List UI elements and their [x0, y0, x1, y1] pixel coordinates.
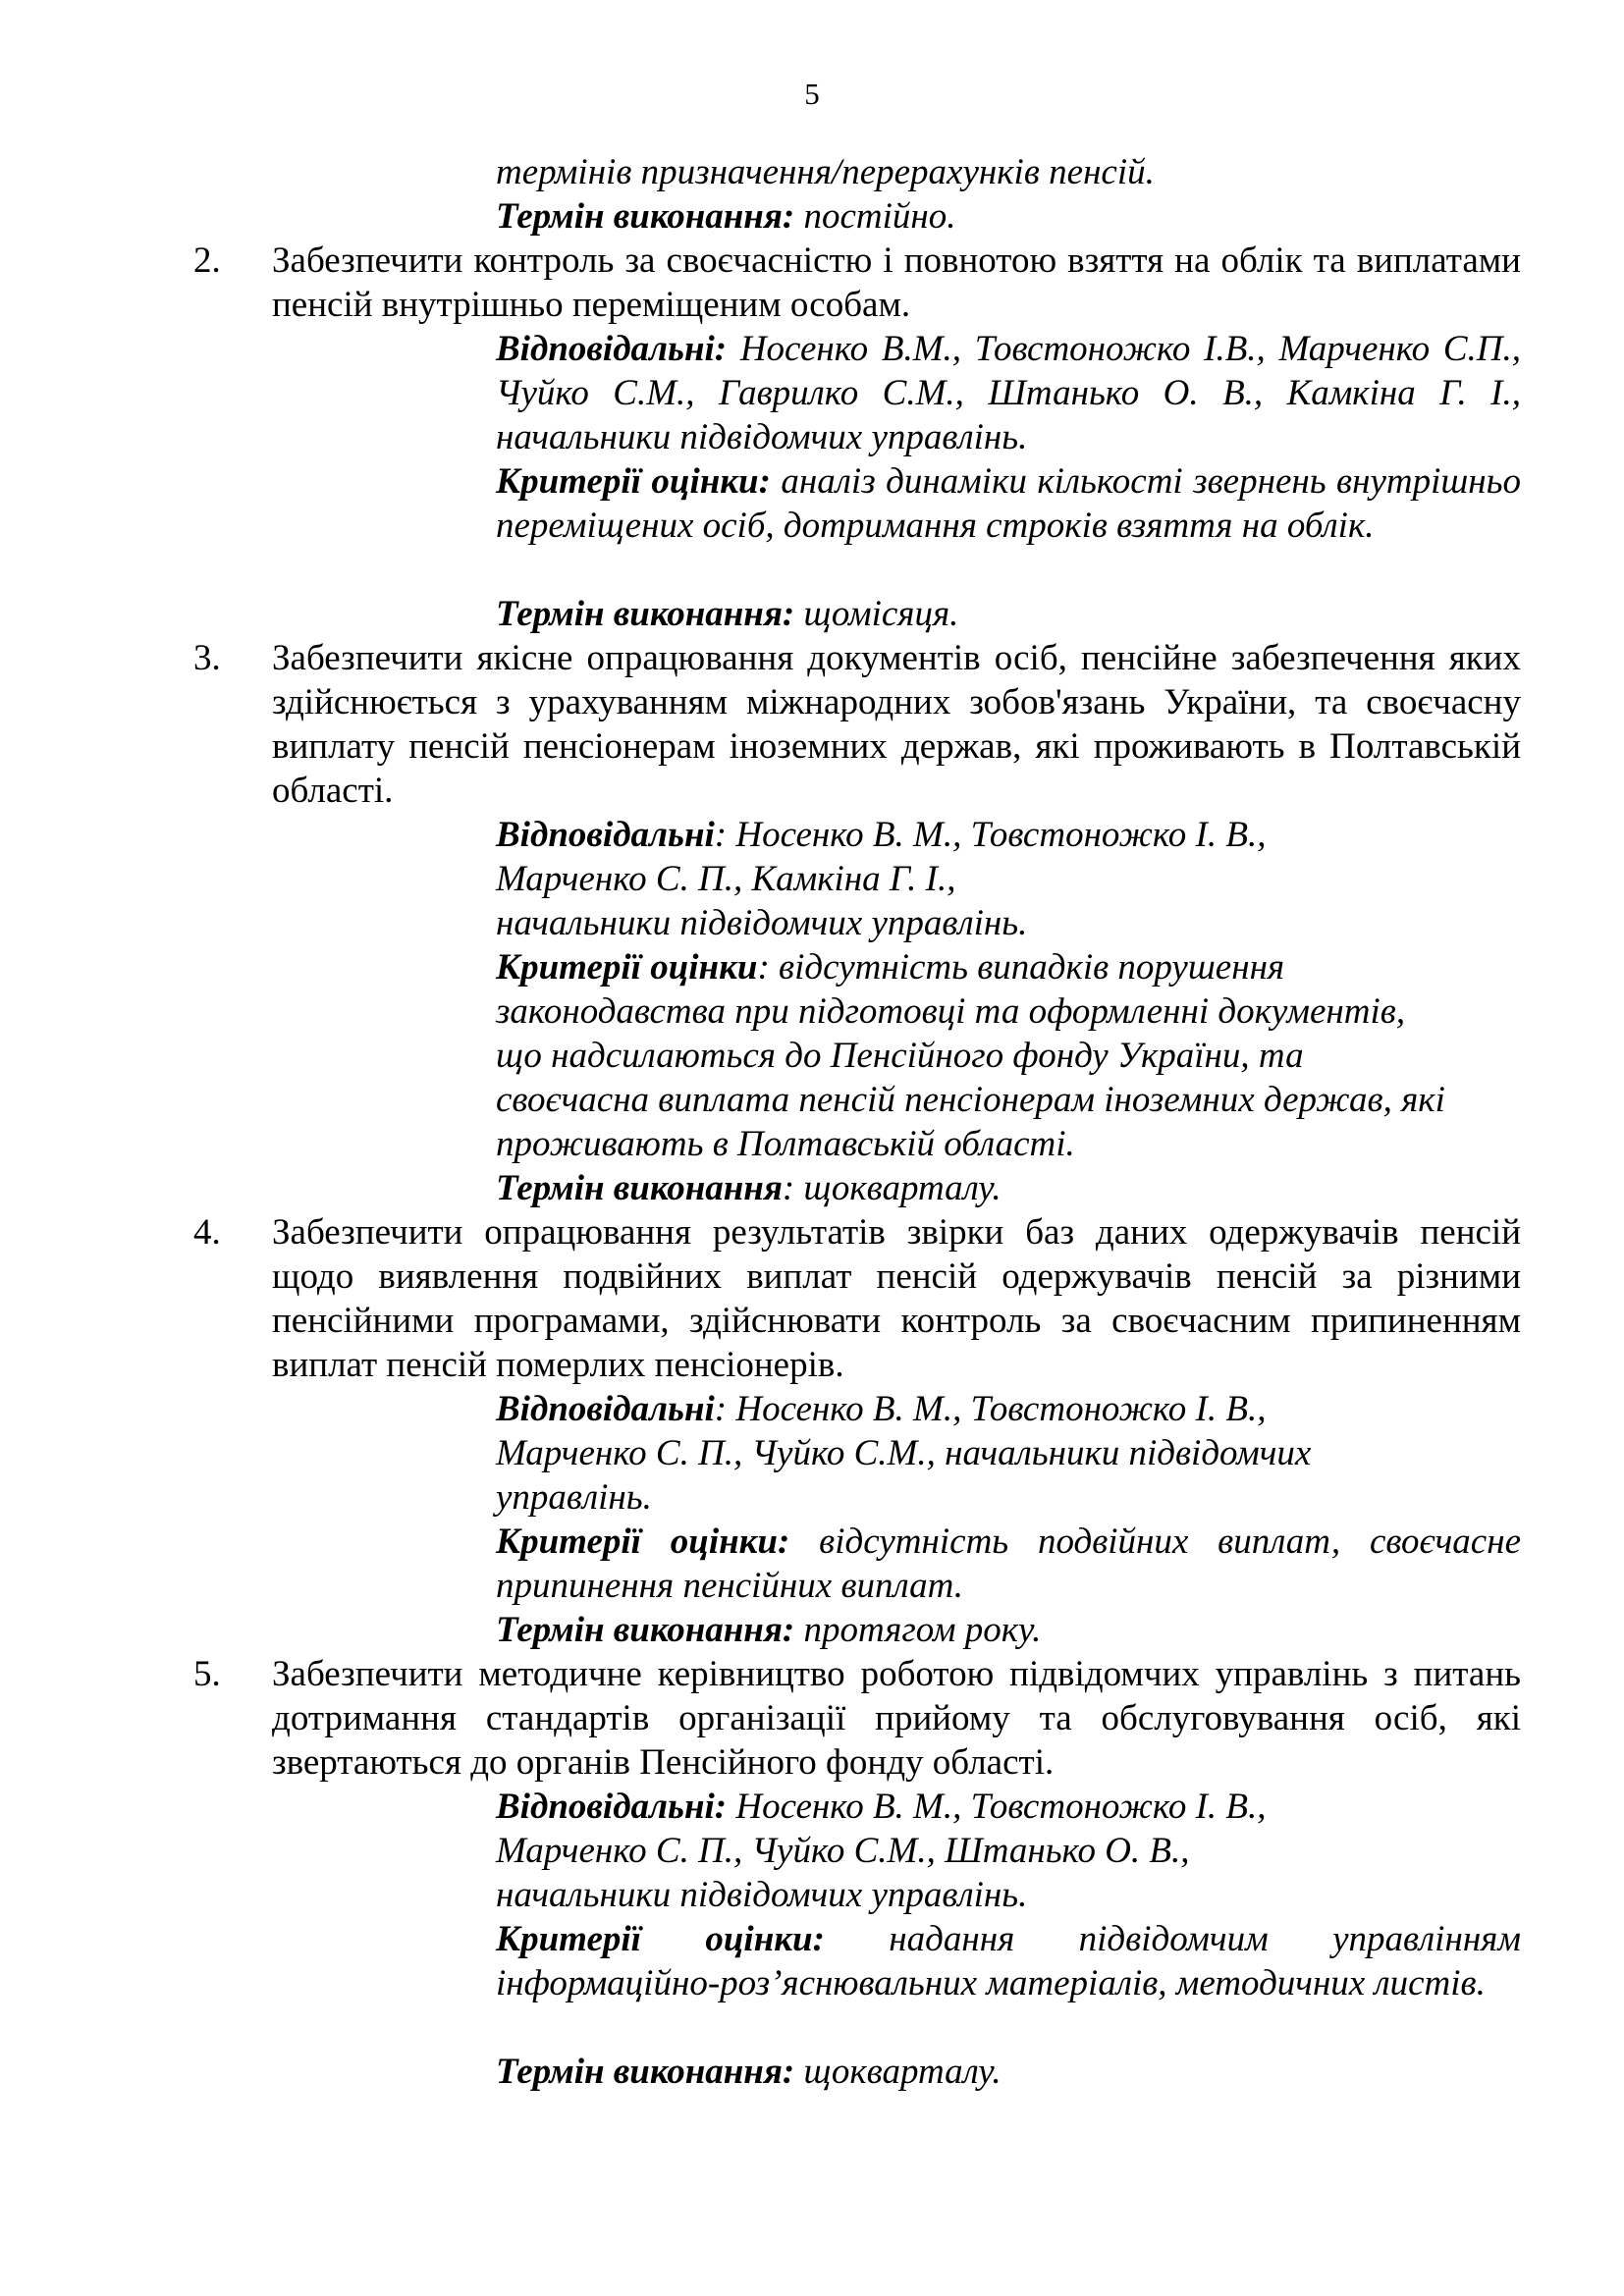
- responsible: [496, 813, 1521, 857]
- responsible-line: начальники підвідомчих управлінь.: [496, 1875, 1028, 1915]
- criteria: [496, 1520, 1521, 1608]
- item-number: 3.: [193, 638, 221, 678]
- term: [496, 1166, 1521, 1210]
- responsible-label: Відповідальні:: [496, 329, 728, 369]
- item-text: Забезпечити опрацювання результатів звірки баз даних одержувачів пенсій щодо виявлення подвійних виплат пенсій одержувачів пенсій за різними пенсійними програмами, здійснювати контроль за своєчасним припиненням виплат пенсій померлих пенсіонерів.: [272, 1212, 1521, 1385]
- term-value: щокварталу.: [794, 2052, 1001, 2092]
- term-label: Термін виконання:: [496, 196, 795, 237]
- term: [496, 1608, 1521, 1652]
- responsible-line: Марченко С. П., Камкіна Г. І.,: [496, 859, 956, 899]
- intro-term: [496, 194, 1521, 239]
- term-value: протягом року.: [794, 1610, 1042, 1650]
- responsible-line: начальники підвідомчих управлінь.: [496, 903, 1028, 943]
- item-number: 5.: [193, 1654, 221, 1694]
- term-label: Термін виконання:: [496, 2052, 795, 2092]
- item-text: Забезпечити контроль за своєчасністю і повнотою взяття на облік та виплатами пенсій внутрішньо переміщеним особам.: [272, 240, 1521, 325]
- criteria-line: проживають в Полтавській області.: [496, 1124, 1075, 1164]
- page-number: 5: [804, 77, 820, 111]
- criteria-value: відсутність подвійних виплат, своєчасне припинення пенсійних виплат.: [496, 1522, 1521, 1606]
- term-value: : щокварталу.: [782, 1168, 1001, 1208]
- term-label: Термін виконання:: [496, 594, 795, 634]
- criteria-value: аналіз динаміки кількості звернень внутрішньо переміщених осіб, дотримання строків взяття на облік.: [496, 461, 1521, 546]
- criteria-label: Критерії оцінки: [496, 947, 758, 988]
- responsible-value: : Носенко В. М., Товстоножко І. В.,: [714, 815, 1267, 855]
- intro-continuation: [496, 150, 1521, 194]
- term-label: Термін виконання:: [496, 1610, 795, 1650]
- term-value: постійно.: [794, 196, 956, 237]
- criteria-value: надання підвідомчим управлінням інформаційно-роз’яснювальних матеріалів, методичних листів.: [496, 1919, 1521, 2003]
- criteria-line: своєчасна виплата пенсій пенсіонерам іноземних держав, які: [496, 1080, 1445, 1120]
- responsible-label: Відповідальні: [496, 815, 715, 855]
- criteria-line: що надсилаються до Пенсійного фонду України, та: [496, 1036, 1304, 1076]
- responsible: [496, 1387, 1521, 1431]
- criteria-label: Критерії оцінки:: [496, 461, 771, 502]
- term: [496, 592, 1521, 636]
- responsible: [496, 1785, 1521, 1829]
- criteria-label: Критерії оцінки:: [496, 1522, 790, 1562]
- term-value: щомісяця.: [794, 594, 959, 634]
- responsible-line: управлінь.: [496, 1477, 652, 1518]
- intro-continuation-text: термінів призначення/перерахунків пенсій.: [496, 152, 1155, 192]
- responsible-value: Носенко В.М., Товстоножко І.В., Марченко С.П., Чуйко С.М., Гаврилко С.М., Штанько О. В., Камкіна Г. І., начальники підвідомчих управлінь.: [496, 329, 1521, 457]
- item-text: Забезпечити якісне опрацювання документів осіб, пенсійне забезпечення яких здійснюється з урахуванням міжнародних зобов'язань України, та своєчасну виплату пенсій пенсіонерам іноземних держав, які проживають в Полтавській області.: [272, 638, 1521, 811]
- item-number: 4.: [193, 1212, 221, 1253]
- responsible-line: Марченко С. П., Чуйко С.М., начальники підвідомчих: [496, 1433, 1312, 1473]
- term: [496, 2050, 1521, 2094]
- criteria-label: Критерії оцінки:: [496, 1919, 825, 1959]
- responsible-value: Носенко В. М., Товстоножко І. В.,: [727, 1787, 1267, 1827]
- responsible: [496, 327, 1521, 459]
- item-number: 2.: [193, 240, 221, 281]
- responsible-value: : Носенко В. М., Товстоножко І. В.,: [714, 1389, 1267, 1429]
- criteria: [496, 1917, 1521, 2005]
- criteria-value: : відсутність випадків порушення: [757, 947, 1285, 988]
- criteria-line: законодавства при підготовці та оформленні документів,: [496, 991, 1406, 1032]
- item-text: Забезпечити методичне керівництво роботою підвідомчих управлінь з питань дотримання стандартів організації прийому та обслуговування осіб, які звертаються до органів Пенсійного фонду області.: [272, 1654, 1521, 1783]
- responsible-label: Відповідальні:: [496, 1787, 728, 1827]
- criteria: [496, 945, 1521, 989]
- criteria: [496, 459, 1521, 548]
- responsible-label: Відповідальні: [496, 1389, 715, 1429]
- term-label: Термін виконання: [496, 1168, 783, 1208]
- responsible-line: Марченко С. П., Чуйко С.М., Штанько О. В.,: [496, 1831, 1190, 1871]
